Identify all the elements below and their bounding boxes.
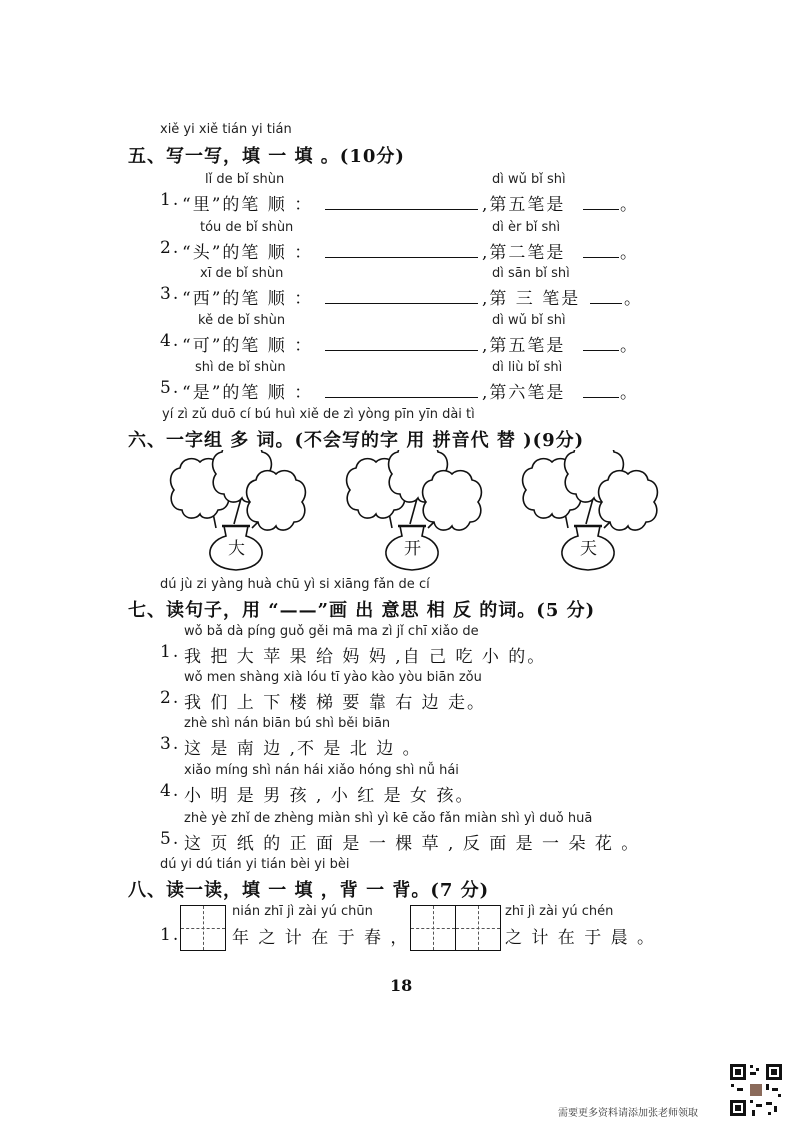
- sec7-item-4-sentence[interactable]: 小 明 是 男 孩 , 小 红 是 女 孩。: [184, 786, 475, 806]
- item-end: 。: [620, 336, 639, 356]
- sec7-item-5-number: 5.: [160, 829, 181, 849]
- vase-char-1: 大: [228, 539, 247, 559]
- item-end: 。: [620, 195, 639, 215]
- sec7-item-4-pinyin: xiǎo míng shì nán hái xiǎo hóng shì nǚ hái: [184, 763, 459, 778]
- pinyin-right: dì wǔ bǐ shì: [492, 313, 566, 328]
- stroke-order-blank[interactable]: [325, 257, 478, 258]
- footer-note: 需要更多资料请添加张老师领取: [558, 1108, 698, 1119]
- item-number: 3.: [160, 284, 181, 304]
- stroke-order-blank[interactable]: [325, 350, 478, 351]
- item-left-text: “西”的笔 顺 ：: [182, 289, 314, 309]
- sec7-item-2-pinyin: wǒ men shàng xià lóu tī yào kào yòu biān zǒu: [184, 670, 482, 685]
- pinyin-right: dì liù bǐ shì: [492, 360, 563, 375]
- sec7-item-1-pinyin: wǒ bǎ dà píng guǒ gěi mā ma zì jǐ chī xiǎo de: [184, 624, 479, 639]
- pinyin-left: kě de bǐ shùn: [198, 313, 286, 328]
- item-end: 。: [624, 289, 643, 309]
- item-number: 2.: [160, 238, 181, 258]
- sec8-pinyin-a: nián zhī jì zài yú chūn: [232, 904, 373, 919]
- item-right-text: ,第五笔是: [482, 336, 566, 356]
- item-number: 5.: [160, 378, 181, 398]
- sec7-title: 七、读句子，用 “——”画 出 意思 相 反 的词。(5 分): [128, 600, 596, 621]
- stroke-blank[interactable]: [583, 350, 619, 351]
- tianzige-box-1[interactable]: [180, 905, 226, 951]
- pinyin-right: dì sān bǐ shì: [492, 266, 570, 281]
- sec5-title: 五、写一写，填 一 填 。(10分): [128, 146, 405, 167]
- tianzige-box-3[interactable]: [455, 905, 501, 951]
- item-left-text: “里”的笔 顺 ：: [182, 195, 314, 215]
- item-left-text: “头”的笔 顺 ：: [182, 243, 314, 263]
- sec5-pinyin: xiě yi xiě tián yi tián: [160, 122, 292, 137]
- item-right-text: ,第 三 笔是: [482, 289, 581, 309]
- sec7-item-5-sentence[interactable]: 这 页 纸 的 正 面 是 一 棵 草 , 反 面 是 一 朵 花 。: [184, 834, 641, 854]
- item-number: 1.: [160, 190, 181, 210]
- sec8-pinyin-b: zhī jì zài yú chén: [505, 904, 614, 919]
- sec7-item-3-pinyin: zhè shì nán biān bú shì běi biān: [184, 716, 391, 731]
- sec7-item-4-number: 4.: [160, 781, 181, 801]
- sec7-item-1-number: 1.: [160, 642, 181, 662]
- sec8-title: 八、读一读，填 一 填 ，背 一 背。(7 分): [128, 880, 490, 901]
- tianzige-box-2[interactable]: [410, 905, 456, 951]
- sec8-text-a: 年 之 计 在 于 春 ，: [232, 928, 410, 948]
- sec6-pinyin: yí zì zǔ duō cí bú huì xiě de zì yòng pīn yīn dài tì: [162, 407, 475, 422]
- sec7-item-3-sentence[interactable]: 这 是 南 边 ,不 是 北 边 。: [184, 739, 422, 759]
- item-right-text: ,第二笔是: [482, 243, 566, 263]
- qr-code-icon: [728, 1062, 784, 1118]
- sec7-item-3-number: 3.: [160, 734, 181, 754]
- stroke-blank[interactable]: [590, 303, 622, 304]
- pinyin-left: lǐ de bǐ shùn: [205, 172, 285, 187]
- pinyin-left: tóu de bǐ shùn: [200, 220, 294, 235]
- sec6-title: 六、一字组 多 词。(不会写的字 用 拼音代 替 )(9分): [128, 430, 585, 451]
- pinyin-left: xī de bǐ shùn: [200, 266, 284, 281]
- sec8-text-b: 之 计 在 于 晨 。: [505, 928, 657, 948]
- stroke-blank[interactable]: [583, 397, 619, 398]
- stroke-order-blank[interactable]: [325, 397, 478, 398]
- stroke-order-blank[interactable]: [325, 303, 478, 304]
- item-end: 。: [620, 243, 639, 263]
- sec7-item-2-sentence[interactable]: 我 们 上 下 楼 梯 要 靠 右 边 走。: [184, 693, 487, 713]
- page-number: 18: [390, 976, 413, 995]
- item-end: 。: [620, 383, 639, 403]
- stroke-blank[interactable]: [583, 209, 619, 210]
- item-right-text: ,第五笔是: [482, 195, 566, 215]
- pinyin-left: shì de bǐ shùn: [195, 360, 286, 375]
- item-number: 4.: [160, 331, 181, 351]
- sec8-item-number: 1.: [160, 925, 181, 945]
- item-right-text: ,第六笔是: [482, 383, 566, 403]
- sec7-item-2-number: 2.: [160, 688, 181, 708]
- vase-char-3: 天: [580, 539, 599, 559]
- stroke-order-blank[interactable]: [325, 209, 478, 210]
- item-left-text: “是”的笔 顺 ：: [182, 383, 314, 403]
- sec7-item-5-pinyin: zhè yè zhǐ de zhèng miàn shì yì kē cǎo fǎn miàn shì yì duǒ huā: [184, 811, 593, 826]
- sec7-pinyin: dú jù zi yàng huà chū yì si xiāng fǎn de cí: [160, 577, 430, 592]
- stroke-blank[interactable]: [583, 257, 619, 258]
- sec7-item-1-sentence[interactable]: 我 把 大 苹 果 给 妈 妈 ,自 己 吃 小 的。: [184, 647, 547, 667]
- pinyin-right: dì èr bǐ shì: [492, 220, 561, 235]
- item-left-text: “可”的笔 顺 ：: [182, 336, 314, 356]
- vase-char-2: 开: [404, 539, 423, 559]
- pinyin-right: dì wǔ bǐ shì: [492, 172, 566, 187]
- sec8-pinyin: dú yi dú tián yi tián bèi yi bèi: [160, 857, 350, 872]
